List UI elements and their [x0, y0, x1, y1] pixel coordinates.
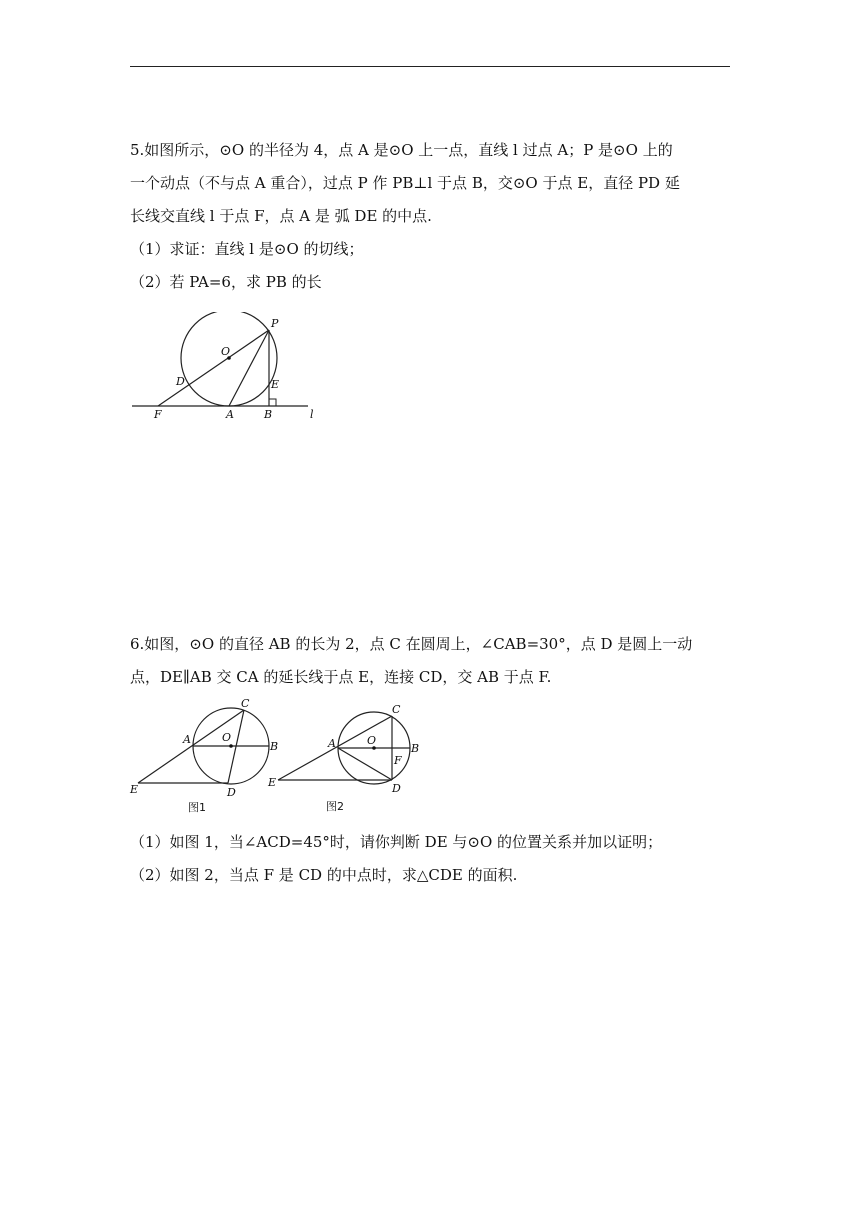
q6-fig2-label-a: A	[328, 737, 336, 750]
q6-figure-2	[264, 700, 424, 816]
q6-fig1-label-b: B	[270, 740, 278, 753]
q6-fig2-label-c: C	[392, 703, 401, 716]
q5-label-f: F	[154, 408, 162, 421]
q5-line-2: 一个动点（不与点 A 重合），过点 P 作 PB⊥l 于点 B，交⊙O 于点 E，直径 PD 延	[130, 174, 680, 192]
q6-fig2-segment-ad	[338, 748, 392, 780]
q5-label-b: B	[264, 408, 273, 421]
q6-fig2-caption: 图2	[326, 800, 344, 813]
q5-right-angle-mark	[269, 399, 276, 406]
q5-label-d: D	[176, 375, 185, 388]
q6-fig2-label-b: B	[411, 742, 420, 755]
q6-fig2-label-d: D	[392, 782, 401, 795]
header-rule	[130, 66, 730, 67]
q6-fig2-label-o: O	[367, 734, 377, 747]
q6-part-1: （1）如图 1，当∠ACD=45°时，请你判断 DE 与⊙O 的位置关系并加以证明；	[130, 833, 663, 851]
q5-part-1: （1）求证：直线 l 是⊙O 的切线；	[130, 240, 364, 258]
q6-fig2-label-f: F	[394, 754, 402, 767]
q5-label-o: O	[221, 345, 231, 358]
q5-label-p: P	[271, 317, 279, 330]
q5-line-1: 5.如图所示，⊙O 的半径为 4，点 A 是⊙O 上一点，直线 l 过点 A；P 是⊙O 上的	[130, 141, 673, 159]
q6-line-2: 点，DE∥AB 交 CA 的延长线于点 E，连接 CD，交 AB 于点 F.	[130, 668, 552, 686]
q5-label-e: E	[271, 378, 280, 391]
q6-fig1-label-o: O	[222, 731, 232, 744]
q5-label-l: l	[310, 408, 314, 421]
q6-fig1-label-d: D	[227, 786, 236, 799]
q6-line-1: 6.如图，⊙O 的直径 AB 的长为 2，点 C 在圆周上，∠CAB=30°，点 D 是圆上一动	[130, 635, 693, 653]
q5-part-2: （2）若 PA=6，求 PB 的长	[130, 273, 322, 291]
q5-label-a: A	[226, 408, 234, 421]
q5-segment-fp	[158, 330, 269, 406]
q6-fig1-label-a: A	[183, 733, 191, 746]
q5-line-3: 长线交直线 l 于点 F，点 A 是 弧 DE 的中点.	[130, 207, 432, 225]
q5-segment-pa	[229, 330, 269, 406]
q6-part-2: （2）如图 2，当点 F 是 CD 的中点时，求△CDE 的面积.	[130, 866, 518, 884]
q6-fig1-label-e: E	[130, 783, 139, 796]
q6-fig2-label-e: E	[268, 776, 277, 789]
q6-fig1-caption: 图1	[188, 801, 206, 814]
q6-fig1-center-dot	[229, 744, 233, 748]
q5-figure	[130, 312, 330, 422]
q6-fig1-label-c: C	[241, 697, 250, 710]
q6-figure-1	[128, 694, 278, 816]
